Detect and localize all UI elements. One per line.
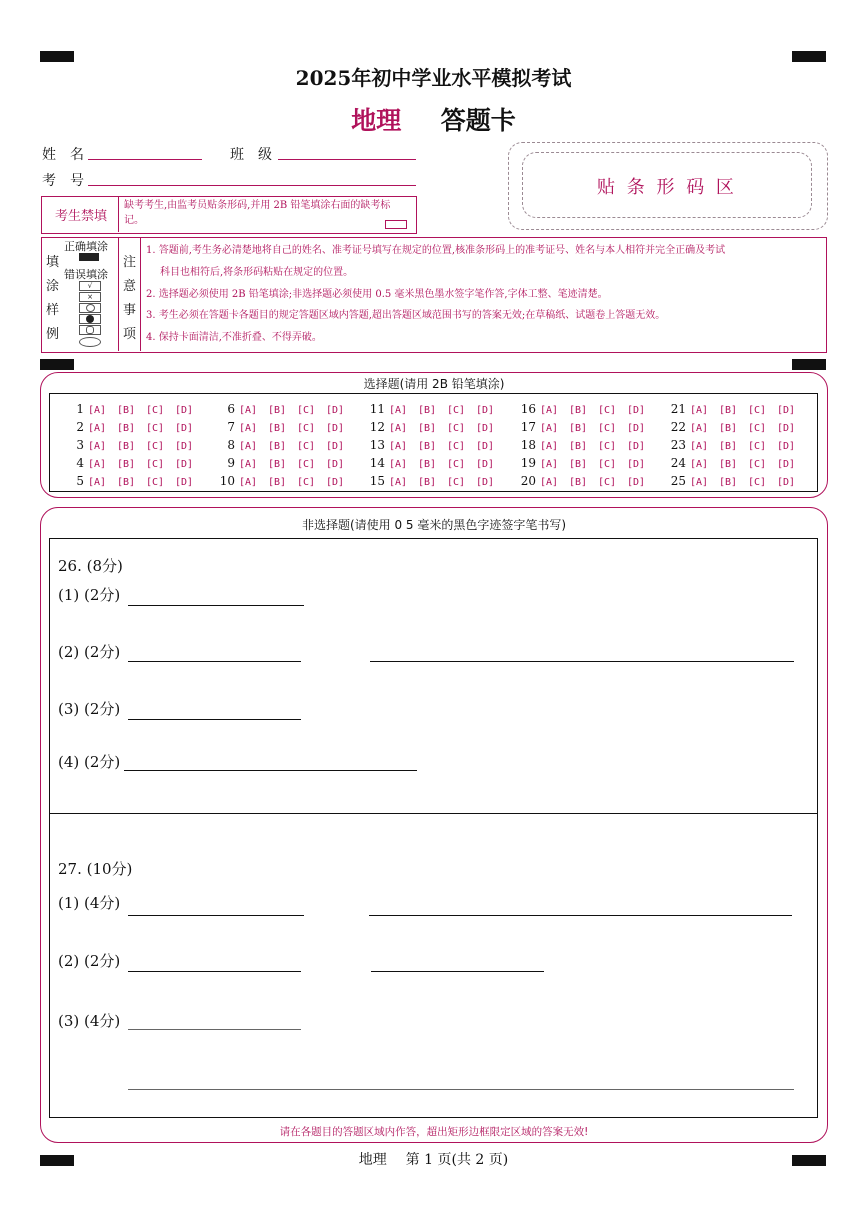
choice-question-row [664,398,806,417]
id-field[interactable] [88,185,416,186]
choice-question-number: 2 [76,420,84,434]
choice-option-bubble[interactable]: [C] [146,477,165,488]
choice-option-bubble[interactable]: [C] [447,459,466,470]
choice-option-bubble[interactable]: [B] [719,441,738,452]
choice-option-bubble[interactable]: [A] [690,459,709,470]
choice-option-bubble[interactable]: [A] [88,423,107,434]
footer [0,1149,867,1169]
choice-question-number: 22 [670,420,686,434]
choice-option-bubble[interactable]: [A] [540,459,559,470]
notes-item-1-cont: 科目也相符后,将条形码粘贴在规定的位置。 [160,267,354,278]
choice-option-bubble[interactable]: [B] [268,459,287,470]
choice-option-bubble[interactable]: [C] [748,459,767,470]
choice-question-number: 1 [76,402,84,416]
fill-sample-label-3: 样 [46,303,60,318]
choice-option-bubble[interactable]: [B] [569,441,588,452]
choice-option-bubble[interactable]: [D] [627,405,646,416]
choice-option-bubble[interactable]: [C] [297,405,316,416]
choice-option-bubble[interactable]: [B] [117,477,136,488]
choice-option-bubble[interactable]: [B] [268,477,287,488]
choice-option-bubble[interactable]: [C] [598,423,617,434]
choice-columns [50,398,816,488]
choice-option-bubble[interactable]: [A] [690,441,709,452]
choice-question-row [664,416,806,435]
choice-option-bubble[interactable]: [C] [447,477,466,488]
choice-question-row [514,434,656,453]
choice-question-row [664,452,806,471]
choice-question-number: 24 [670,456,686,470]
choice-option-bubble[interactable]: [C] [598,459,617,470]
notes-label-2: 意 [123,279,137,294]
choice-question-row [363,398,505,417]
q26-part-4-answer-line[interactable] [124,770,417,771]
choice-question-row [514,452,656,471]
choice-question-row [514,398,656,417]
choice-option-bubble[interactable]: [D] [627,423,646,434]
choice-option-bubble[interactable]: [A] [540,477,559,488]
notes-item-1: 1. 答题前,考生务必清楚地将自己的姓名、准考证号填写在规定的位置,核准条形码上的准考证号、姓名与本人相符并完全正确及考试 [146,245,726,256]
choice-question-row [363,470,505,489]
notes-divider-1 [118,237,119,351]
choice-question-row [213,416,355,435]
choice-option-bubble[interactable]: [C] [748,405,767,416]
notes-label-4: 项 [123,327,137,342]
choice-option-bubble[interactable]: [C] [146,423,165,434]
choice-question-number: 17 [520,420,536,434]
q26-area[interactable] [49,538,818,814]
choice-option-bubble[interactable]: [B] [569,423,588,434]
choice-option-bubble[interactable]: [D] [175,423,194,434]
fill-sample-label-1: 填 [46,255,60,270]
q27-part-2-answer-line-2[interactable] [371,971,544,972]
notes-divider-2 [140,237,141,351]
choice-option-bubble[interactable]: [A] [690,423,709,434]
id-label: 考 号 [42,173,84,189]
choice-option-bubble[interactable]: [D] [777,405,796,416]
choice-question-number: 13 [369,438,385,452]
choice-option-bubble[interactable]: [B] [268,441,287,452]
choice-question-row [62,452,204,471]
choice-option-bubble[interactable]: [D] [627,459,646,470]
choice-option-bubble[interactable]: [C] [748,441,767,452]
choice-question-number: 12 [369,420,385,434]
choice-option-bubble[interactable]: [A] [389,477,408,488]
q27-part-3-answer-line-2[interactable] [128,1089,794,1090]
choice-option-bubble[interactable]: [D] [326,423,345,434]
choice-option-bubble[interactable]: [C] [748,423,767,434]
registration-mark-top-left [40,51,74,62]
choice-option-bubble[interactable]: [C] [146,459,165,470]
name-label: 姓 名 [42,147,84,163]
q26-title: 26. (8分) [58,557,123,575]
choice-option-bubble[interactable]: [D] [627,441,646,452]
notes-label-3: 事 [123,303,137,318]
choice-question-row [62,470,204,489]
choice-option-bubble[interactable]: [A] [690,477,709,488]
card-label: 答题卡 [440,106,516,135]
choice-question-number: 6 [227,402,235,416]
choice-option-bubble[interactable]: [B] [117,441,136,452]
choice-option-bubble[interactable]: [D] [326,405,345,416]
registration-mark-mid-right [792,359,826,370]
choice-question-number: 3 [76,438,84,452]
choice-question-row [62,416,204,435]
name-field[interactable] [88,159,202,160]
wrong-fill-check-icon: √ [79,281,101,291]
card-title [0,101,867,137]
choice-option-bubble[interactable]: [A] [239,423,258,434]
choice-option-bubble[interactable]: [A] [88,477,107,488]
wrong-fill-cross-icon: × [79,292,101,302]
correct-fill-sample [79,253,99,261]
class-field[interactable] [278,159,416,160]
choice-question-number: 20 [520,474,536,488]
choice-option-bubble[interactable]: [A] [389,441,408,452]
choice-option-bubble[interactable]: [A] [389,423,408,434]
choice-option-bubble[interactable]: [A] [239,405,258,416]
q27-part-2-answer-line[interactable] [128,971,301,972]
choice-question-row [62,434,204,453]
registration-mark-top-right [792,51,826,62]
q26-part-4: (4) (2分) [58,753,121,771]
choice-option-bubble[interactable]: [A] [540,441,559,452]
correct-fill-label: 正确填涂 [64,240,108,253]
choice-option-bubble[interactable]: [C] [297,477,316,488]
choice-question-number: 21 [670,402,686,416]
q27-title: 27. (10分) [58,860,133,878]
choice-question-number: 23 [670,438,686,452]
choice-option-bubble[interactable]: [C] [146,405,165,416]
choice-title: 选择题(请用 2B 铅笔填涂) [363,377,505,391]
wrong-fill-partial-icon [79,325,101,335]
choice-question-number: 15 [369,474,385,488]
q26-part-3: (3) (2分) [58,700,121,718]
q27-part-3-answer-line[interactable] [128,1029,301,1030]
choice-option-bubble[interactable]: [C] [297,459,316,470]
choice-option-bubble[interactable]: [A] [239,477,258,488]
choice-option-bubble[interactable]: [D] [777,459,796,470]
choice-question-number: 19 [520,456,536,470]
choice-option-bubble[interactable]: [B] [719,423,738,434]
choice-question-number: 11 [369,402,385,416]
choice-option-bubble[interactable]: [B] [719,405,738,416]
choice-option-bubble[interactable]: [A] [88,405,107,416]
choice-option-bubble[interactable]: [C] [598,477,617,488]
choice-option-bubble[interactable]: [C] [297,423,316,434]
subject-name: 地理 [351,106,402,135]
barcode-label: 贴 条 形 码 区 [597,177,737,198]
choice-option-bubble[interactable]: [D] [476,423,495,434]
q26-part-2: (2) (2分) [58,643,121,661]
exam-title: 2025年初中学业水平模拟考试 [295,66,572,90]
choice-option-bubble[interactable]: [C] [146,441,165,452]
q27-part-1-answer-line[interactable] [128,915,304,916]
choice-option-bubble[interactable]: [B] [418,459,437,470]
choice-question-number: 7 [227,420,235,434]
q26-part-1-answer-line[interactable] [128,605,304,606]
choice-option-bubble[interactable]: [C] [447,405,466,416]
choice-option-bubble[interactable]: [A] [88,459,107,470]
choice-question-row [664,470,806,489]
choice-option-bubble[interactable]: [A] [389,459,408,470]
fill-sample-label-2: 涂 [46,279,60,294]
notes-item-3: 3. 考生必须在答题卡各题目的规定答题区域内答题,超出答题区域范围书写的答案无效;在草稿纸、试题卷上答题无效。 [146,310,666,321]
choice-question-number: 25 [670,474,686,488]
class-label: 班 级 [230,147,272,163]
choice-question-number: 9 [227,456,235,470]
registration-mark-mid-left [40,359,74,370]
wrong-fill-label: 错误填涂 [64,268,108,281]
choice-option-bubble[interactable]: [B] [569,405,588,416]
choice-option-bubble[interactable]: [D] [777,423,796,434]
notes-item-4: 4. 保持卡面清洁,不准折叠、不得弄破。 [146,332,322,343]
notes-item-2: 2. 选择题必须使用 2B 铅笔填涂;非选择题必须使用 0.5 毫米黑色墨水签字笔作答,字体工整、笔迹清楚。 [146,289,608,300]
choice-option-bubble[interactable]: [C] [447,423,466,434]
q27-part-1-answer-line-2[interactable] [369,915,792,916]
choice-option-bubble[interactable]: [D] [326,459,345,470]
choice-option-bubble[interactable]: [A] [540,405,559,416]
nonchoice-title: 非选择题(请使用 0 5 毫米的黑色字迹签字笔书写) [301,518,567,532]
absent-mark-box[interactable] [385,220,407,229]
choice-option-bubble[interactable]: [B] [117,459,136,470]
choice-question-row [514,416,656,435]
choice-option-bubble[interactable]: [A] [88,441,107,452]
choice-option-bubble[interactable]: [D] [777,477,796,488]
choice-option-bubble[interactable]: [D] [326,441,345,452]
forbidden-text: 缺考考生,由监考员贴条形码,并用 2B 铅笔填涂右面的缺考标记。 [124,200,391,226]
choice-question-row [213,434,355,453]
choice-question-row [213,470,355,489]
choice-option-bubble[interactable]: [D] [476,459,495,470]
choice-option-bubble[interactable]: [D] [175,459,194,470]
choice-option-bubble[interactable]: [B] [418,477,437,488]
q27-area[interactable] [49,812,818,1118]
choice-option-bubble[interactable]: [A] [540,423,559,434]
choice-question-number: 8 [227,438,235,452]
forbidden-label: 考生禁填 [54,209,107,224]
q26-part-2-answer-line-2[interactable] [370,661,794,662]
choice-question-number: 18 [520,438,536,452]
footer-subject: 地理 [358,1152,387,1168]
choice-question-row [514,470,656,489]
q26-part-3-answer-line[interactable] [128,719,301,720]
choice-question-number: 5 [76,474,84,488]
footer-page: 第 1 页(共 2 页) [405,1152,509,1168]
choice-question-row [363,416,505,435]
choice-question-number: 14 [369,456,385,470]
choice-option-bubble[interactable]: [C] [447,441,466,452]
choice-question-number: 4 [76,456,84,470]
choice-option-bubble[interactable]: [D] [777,441,796,452]
wrong-fill-dot-icon [79,314,101,324]
q26-part-1: (1) (2分) [58,586,121,604]
choice-question-number: 16 [520,402,536,416]
wrong-fill-circle-icon [79,303,101,313]
q26-part-2-answer-line[interactable] [128,661,301,662]
choice-question-row [213,452,355,471]
choice-option-bubble[interactable]: [C] [297,441,316,452]
choice-option-bubble[interactable]: [B] [719,477,738,488]
choice-option-bubble[interactable]: [B] [569,477,588,488]
choice-option-bubble[interactable]: [D] [476,441,495,452]
choice-option-bubble[interactable]: [B] [268,405,287,416]
wrong-fill-ellipse-icon [79,337,101,347]
choice-option-bubble[interactable]: [A] [239,441,258,452]
choice-question-row [363,452,505,471]
choice-option-bubble[interactable]: [D] [326,477,345,488]
choice-option-bubble[interactable]: [A] [690,405,709,416]
choice-option-bubble[interactable]: [A] [389,405,408,416]
q27-part-1: (1) (4分) [58,894,121,912]
choice-option-bubble[interactable]: [C] [598,441,617,452]
choice-option-bubble[interactable]: [D] [476,405,495,416]
choice-question-row [213,398,355,417]
choice-option-bubble[interactable]: [B] [418,405,437,416]
nonchoice-warning: 请在各题目的答题区域内作答，超出矩形边框限定区域的答案无效! [279,1126,589,1138]
forbidden-divider [118,196,119,232]
choice-option-bubble[interactable]: [B] [719,459,738,470]
choice-question-number: 10 [219,474,235,488]
notes-label-1: 注 [123,255,137,270]
choice-question-row [363,434,505,453]
choice-option-bubble[interactable]: [D] [476,477,495,488]
choice-option-bubble[interactable]: [A] [239,459,258,470]
choice-option-bubble[interactable]: [B] [268,423,287,434]
q27-part-3: (3) (4分) [58,1012,121,1030]
choice-option-bubble[interactable]: [B] [569,459,588,470]
choice-question-row [62,398,204,417]
choice-option-bubble[interactable]: [D] [175,405,194,416]
choice-option-bubble[interactable]: [D] [175,441,194,452]
choice-option-bubble[interactable]: [B] [418,441,437,452]
choice-question-row [664,434,806,453]
choice-option-bubble[interactable]: [B] [117,423,136,434]
q27-part-2: (2) (2分) [58,952,121,970]
choice-option-bubble[interactable]: [C] [598,405,617,416]
choice-option-bubble[interactable]: [D] [175,477,194,488]
choice-option-bubble[interactable]: [D] [627,477,646,488]
choice-option-bubble[interactable]: [C] [748,477,767,488]
choice-option-bubble[interactable]: [B] [117,405,136,416]
choice-option-bubble[interactable]: [B] [418,423,437,434]
fill-sample-label-4: 例 [46,327,60,342]
